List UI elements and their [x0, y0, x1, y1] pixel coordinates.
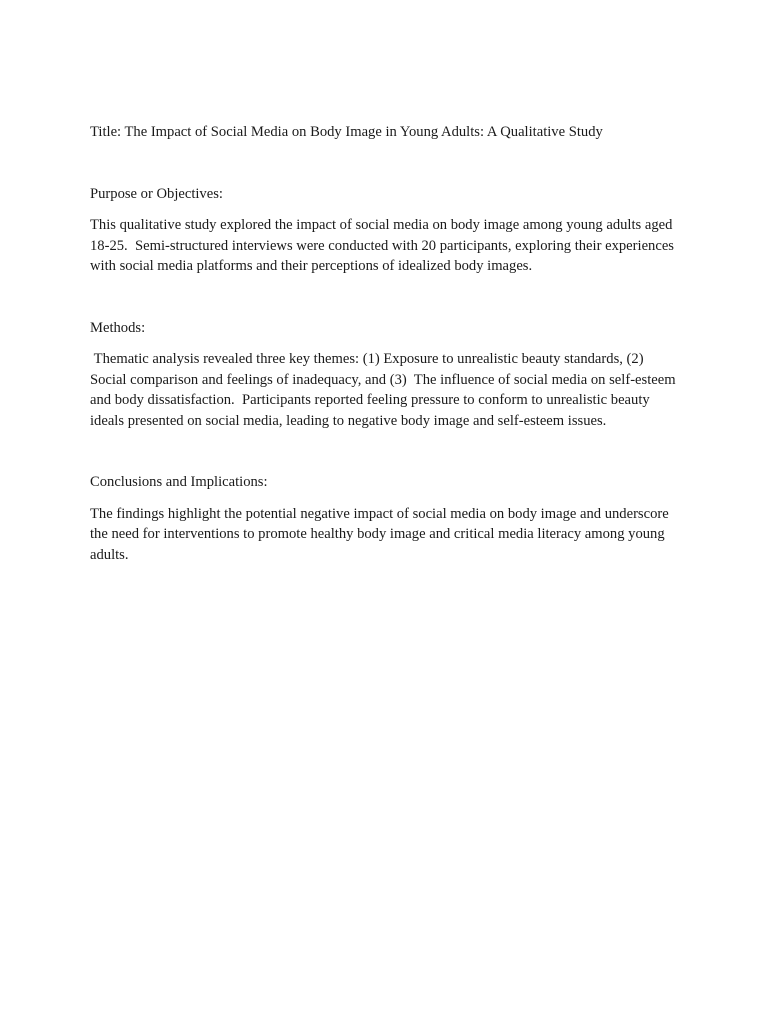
- section-heading-purpose: Purpose or Objectives:: [90, 185, 223, 202]
- section-heading-methods: Methods:: [90, 319, 146, 336]
- section-body-purpose: This qualitative study explored the impact of social media on body image among young adults aged 18-25. Semi-structured interviews were conducted with 20 participants, exploring their experiences with social media platforms and their perceptions of idealized body images.: [90, 217, 678, 274]
- document-body: [90, 122, 680, 565]
- document-title: Title: The Impact of Social Media on Body Image in Young Adults: A Qualitative Study: [90, 124, 603, 140]
- section-heading-conclusions: Conclusions and Implications:: [90, 474, 268, 490]
- section-body-methods: Thematic analysis revealed three key themes: (1) Exposure to unrealistic beauty standards, (2) Social comparison and feelings of inadequacy, and (3) The influence of social media on self-esteem and body dissatisfaction. Participants reported feeling pressure to conform to unrealistic beauty ideals presented on social media, leading to negative body image and self-esteem issues.: [90, 351, 680, 429]
- section-body-conclusions: The findings highlight the potential negative impact of social media on body image and underscore the need for interventions to promote healthy body image and critical media literacy among young adults.: [90, 505, 673, 563]
